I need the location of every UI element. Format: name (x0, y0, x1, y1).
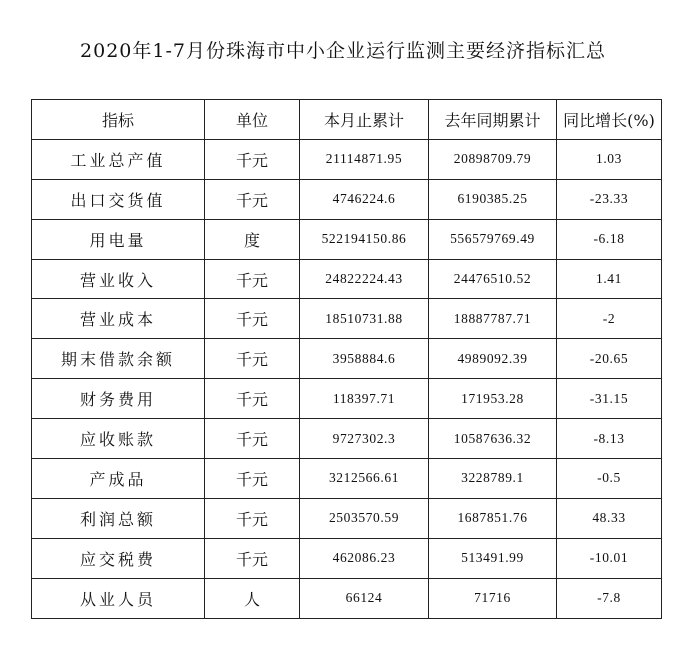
cell-unit: 千元 (205, 259, 300, 299)
table-row (32, 419, 662, 459)
cell-cumulative-last-year: 4989092.39 (429, 339, 557, 379)
cell-yoy-growth: -2 (557, 299, 662, 339)
cell-yoy-growth: -0.5 (557, 459, 662, 499)
table-row (32, 459, 662, 499)
cell-yoy-growth: -7.8 (557, 578, 662, 618)
cell-yoy-growth: 1.41 (557, 259, 662, 299)
cell-cumulative-this-month: 66124 (300, 578, 429, 618)
table-row (32, 538, 662, 578)
cell-cumulative-last-year: 513491.99 (429, 538, 557, 578)
cell-cumulative-last-year: 1687851.76 (429, 498, 557, 538)
cell-unit: 千元 (205, 339, 300, 379)
cell-unit: 千元 (205, 139, 300, 179)
cell-cumulative-this-month: 9727302.3 (300, 419, 429, 459)
cell-indicator-name: 营业成本 (32, 299, 205, 339)
table-row (32, 339, 662, 379)
cell-unit: 千元 (205, 299, 300, 339)
cell-yoy-growth: -31.15 (557, 379, 662, 419)
table-row (32, 299, 662, 339)
cell-indicator-name: 工业总产值 (32, 139, 205, 179)
cell-cumulative-this-month: 24822224.43 (300, 259, 429, 299)
cell-cumulative-last-year: 10587636.32 (429, 419, 557, 459)
cell-yoy-growth: 48.33 (557, 498, 662, 538)
cell-indicator-name: 应交税费 (32, 538, 205, 578)
cell-cumulative-last-year: 18887787.71 (429, 299, 557, 339)
cell-unit: 千元 (205, 498, 300, 538)
cell-cumulative-this-month: 18510731.88 (300, 299, 429, 339)
header-cumulative-last-year: 去年同期累计 (429, 100, 557, 140)
cell-unit: 千元 (205, 538, 300, 578)
table-row (32, 498, 662, 538)
table-body (32, 139, 662, 618)
table-row (32, 139, 662, 179)
cell-indicator-name: 营业收入 (32, 259, 205, 299)
cell-cumulative-last-year: 20898709.79 (429, 139, 557, 179)
header-indicator: 指标 (32, 100, 205, 140)
header-yoy-growth: 同比增长(%) (557, 100, 662, 140)
cell-indicator-name: 利润总额 (32, 498, 205, 538)
table-row (32, 219, 662, 259)
cell-cumulative-this-month: 3958884.6 (300, 339, 429, 379)
cell-indicator-name: 从业人员 (32, 578, 205, 618)
cell-unit: 千元 (205, 459, 300, 499)
cell-indicator-name: 应收账款 (32, 419, 205, 459)
cell-indicator-name: 财务费用 (32, 379, 205, 419)
cell-yoy-growth: -20.65 (557, 339, 662, 379)
header-unit: 单位 (205, 100, 300, 140)
cell-cumulative-last-year: 171953.28 (429, 379, 557, 419)
cell-cumulative-last-year: 71716 (429, 578, 557, 618)
cell-indicator-name: 产成品 (32, 459, 205, 499)
cell-yoy-growth: 1.03 (557, 139, 662, 179)
cell-cumulative-last-year: 556579769.49 (429, 219, 557, 259)
header-cumulative-this-month: 本月止累计 (300, 100, 429, 140)
cell-unit: 千元 (205, 419, 300, 459)
cell-yoy-growth: -10.01 (557, 538, 662, 578)
cell-unit: 度 (205, 219, 300, 259)
cell-cumulative-this-month: 522194150.86 (300, 219, 429, 259)
cell-cumulative-this-month: 2503570.59 (300, 498, 429, 538)
table-row (32, 259, 662, 299)
table-row (32, 179, 662, 219)
cell-unit: 人 (205, 578, 300, 618)
cell-cumulative-this-month: 21114871.95 (300, 139, 429, 179)
cell-yoy-growth: -8.13 (557, 419, 662, 459)
cell-unit: 千元 (205, 379, 300, 419)
table-row (32, 379, 662, 419)
cell-unit: 千元 (205, 179, 300, 219)
cell-cumulative-last-year: 3228789.1 (429, 459, 557, 499)
cell-cumulative-this-month: 462086.23 (300, 538, 429, 578)
indicator-table (31, 99, 662, 619)
cell-cumulative-last-year: 6190385.25 (429, 179, 557, 219)
cell-indicator-name: 用电量 (32, 219, 205, 259)
table-header-row (32, 100, 662, 140)
cell-indicator-name: 出口交货值 (32, 179, 205, 219)
cell-cumulative-this-month: 3212566.61 (300, 459, 429, 499)
cell-cumulative-this-month: 4746224.6 (300, 179, 429, 219)
cell-yoy-growth: -6.18 (557, 219, 662, 259)
cell-cumulative-this-month: 118397.71 (300, 379, 429, 419)
cell-indicator-name: 期末借款余额 (32, 339, 205, 379)
cell-yoy-growth: -23.33 (557, 179, 662, 219)
table-row (32, 578, 662, 618)
page-title: 2020年1-7月份珠海市中小企业运行监测主要经济指标汇总 (80, 40, 606, 62)
cell-cumulative-last-year: 24476510.52 (429, 259, 557, 299)
